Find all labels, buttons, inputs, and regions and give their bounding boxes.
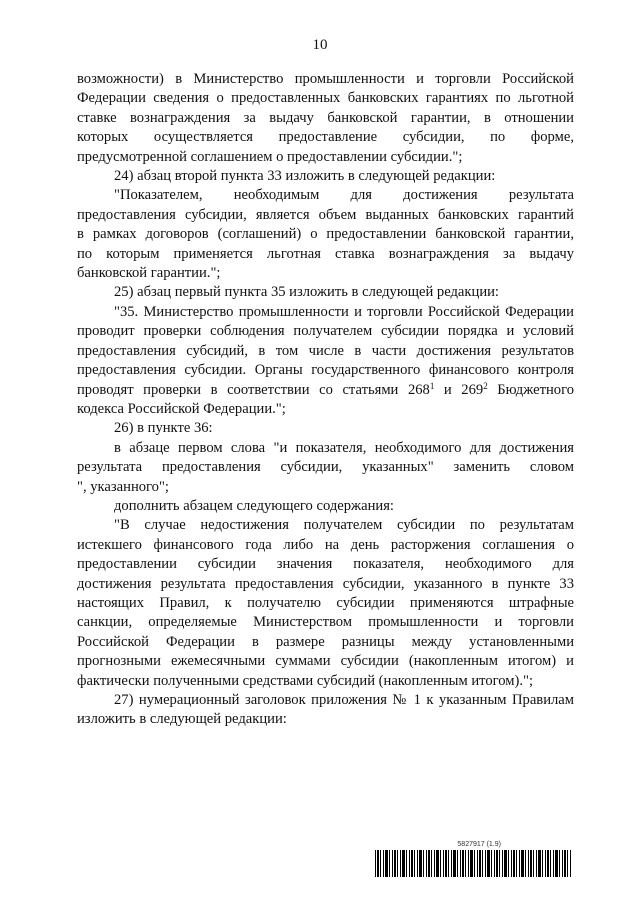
text-line: банковской гарантии."; — [77, 265, 221, 282]
text-line: достижения результата предоставления субсидии, указанного в пункте 33 — [77, 575, 574, 592]
paragraph-replace-words — [77, 439, 574, 497]
text-line: санкции, определяемые Министерством промышленности и торговли — [77, 614, 574, 631]
text-run: Бюджетного — [487, 381, 574, 398]
paragraph-item-24 — [77, 167, 574, 186]
paragraph-item-26 — [77, 419, 574, 438]
paragraph-item-25 — [77, 283, 574, 302]
text-line: предусмотренной соглашением о предоставлении субсидии."; — [77, 148, 463, 165]
text-line: изложить в следующей редакции: — [77, 711, 287, 728]
text-line: 25) абзац первый пункта 35 изложить в следующей редакции: — [114, 284, 499, 301]
page-number: 10 — [312, 37, 328, 53]
text-line: по которым применяется льготная ставка вознаграждения за выдачу — [77, 245, 574, 262]
barcode-id: 5827917 (1.9) — [457, 841, 501, 848]
text-line: "35. Министерство промышленности и торговли Российской Федерации — [114, 303, 574, 320]
text-line: "В случае недостижения получателем субсидии по результатам — [114, 517, 574, 534]
text-line: 26) в пункте 36: — [114, 420, 213, 437]
text-line: прогнозными ежемесячными суммами субсидии (накопленным итогом) и — [77, 653, 574, 670]
paragraph-quote-penalty — [77, 516, 574, 691]
text-line: Российской Федерации в размере разницы между установленными — [77, 633, 574, 650]
paragraph-item-27 — [77, 691, 574, 730]
text-line: дополнить абзацем следующего содержания: — [114, 497, 394, 514]
text-line: истекшего финансового года либо на день расторжения соглашения о — [77, 536, 574, 553]
text-line: настоящих Правил, к получателю субсидии применяются штрафные — [77, 594, 574, 611]
text-line: 27) нумерационный заголовок приложения № 1 к указанным Правилам — [114, 692, 574, 708]
text-line: 24) абзац второй пункта 33 изложить в следующей редакции: — [114, 168, 496, 185]
paragraph-continuation — [77, 70, 574, 167]
text-line: в рамках договоров (соглашений) о предоставлении банковской гарантии, — [77, 226, 574, 243]
barcode-icon — [375, 850, 571, 877]
text-line: предоставления субсидий, в том числе в части достижения результатов — [77, 342, 574, 359]
text-line: Федерации сведения о предоставленных банковских гарантиях по льготной — [77, 90, 574, 107]
text-line: предоставления субсидии, является объем выданных банковских гарантий — [77, 206, 574, 223]
text-line: которых осуществляется предоставление субсидии, по форме, — [77, 129, 574, 146]
text-line: результата предоставления субсидии, указанных" заменить словом — [77, 459, 574, 476]
paragraph-add-abzac — [77, 497, 574, 516]
barcode-block — [375, 841, 571, 877]
text-line: ставке вознаграждения за выдачу банковской гарантии, в отношении — [77, 109, 574, 126]
text-run: проводят проверки в соответствии со статьями 268 — [77, 381, 430, 398]
text-line: ", указанного"; — [77, 478, 169, 495]
text-line: предоставления субсидии. Органы государственного финансового контроля — [77, 362, 574, 379]
text-run: и 269 — [434, 381, 484, 398]
text-line: предоставлении субсидии значения показателя, необходимого для — [77, 556, 574, 573]
document-body — [77, 70, 574, 730]
text-line: проводит проверки соблюдения получателем субсидии порядка и условий — [77, 323, 574, 340]
text-line: "Показателем, необходимым для достижения результата — [114, 187, 574, 204]
text-line-with-superscripts — [77, 381, 574, 400]
text-line: кодекса Российской Федерации."; — [77, 400, 286, 417]
text-line: в абзаце первом слова "и показателя, необходимого для достижения — [114, 439, 574, 456]
text-line: фактически полученными средствами субсидий (накопленным итогом)."; — [77, 672, 534, 689]
text-line: возможности) в Министерство промышленности и торговли Российской — [77, 71, 574, 87]
superscript: 2 — [483, 380, 488, 391]
paragraph-quote-35 — [77, 303, 574, 419]
superscript: 1 — [429, 380, 435, 391]
paragraph-quote-indicator — [77, 186, 574, 283]
